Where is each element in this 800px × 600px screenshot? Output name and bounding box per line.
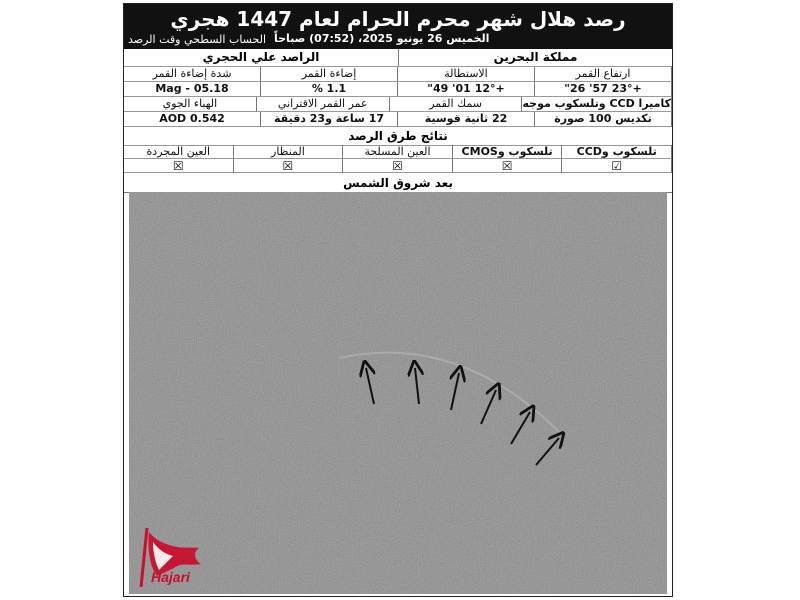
- equipment-label: كاميرا CCD وتلسكوب موجه: [522, 97, 671, 110]
- aerosol-label: الهباء الجوي: [124, 97, 257, 112]
- table-row: [124, 97, 672, 112]
- observation-report: [123, 3, 673, 597]
- stacking-value: تكديس 100 صورة: [535, 112, 672, 127]
- crescent-photo-graphic: [129, 192, 667, 594]
- moon-age-value: 17 ساعة و23 دقيقة: [261, 112, 398, 127]
- method-telescope-ccd: تلسكوب وCCD: [562, 145, 672, 159]
- magnitude-value: Mag - 05.18: [124, 82, 261, 97]
- methods-row: [124, 145, 672, 159]
- illumination-label: إضاءة القمر: [261, 67, 398, 82]
- table-row: [124, 82, 672, 97]
- moon-altitude-label: ارتفاع القمر: [535, 67, 672, 82]
- moon-altitude-value: +23° 57' 26": [535, 82, 672, 97]
- results-title: نتائج طرق الرصد: [124, 128, 672, 146]
- magnitude-label: شدة إضاءة القمر: [124, 67, 261, 82]
- observer-label: الراصد علي الحجري: [202, 50, 320, 64]
- crossed-box-icon: ☒: [343, 159, 453, 173]
- table-row: [124, 67, 672, 82]
- location-label: مملكة البحرين: [398, 49, 672, 66]
- moon-thickness-label: سمك القمر: [390, 97, 523, 112]
- moon-age-label: عمر القمر الاقتراني: [257, 97, 390, 112]
- method-binoculars: المنظار: [234, 145, 344, 159]
- report-title: رصد هلال شهر محرم الحرام لعام 1447 هجري: [170, 7, 626, 31]
- crossed-box-icon: ☒: [234, 159, 344, 173]
- aerosol-value: AOD 0.542: [124, 112, 261, 127]
- moon-thickness-value: 22 ثانية قوسية: [398, 112, 535, 127]
- logo-text: Hajari: [151, 569, 190, 585]
- elongation-label: الاستطالة: [398, 67, 535, 82]
- marks-row: [124, 159, 672, 173]
- photo-title: بعد شروق الشمس: [124, 175, 672, 193]
- section-header: [124, 49, 672, 67]
- crossed-box-icon: ☒: [453, 159, 563, 173]
- calculation-note: الحساب السطحي وقت الرصد: [128, 33, 266, 46]
- sensor-noise: [129, 192, 667, 594]
- illumination-value: 1.1 %: [261, 82, 398, 97]
- method-naked-eye: العين المجردة: [124, 145, 234, 159]
- crossed-box-icon: ☒: [124, 159, 234, 173]
- observation-date: الخميس 26 يونيو 2025، (07:52) صباحاً: [274, 32, 490, 45]
- crescent-photo: [129, 192, 667, 594]
- table-row: [124, 112, 672, 127]
- method-aided-eye: العين المسلحة: [343, 145, 453, 159]
- method-telescope-cmos: تلسكوب وCMOS: [453, 145, 563, 159]
- checked-box-icon: ☑: [562, 159, 672, 173]
- elongation-value: +12° 01' 49": [398, 82, 535, 97]
- header: [124, 4, 672, 49]
